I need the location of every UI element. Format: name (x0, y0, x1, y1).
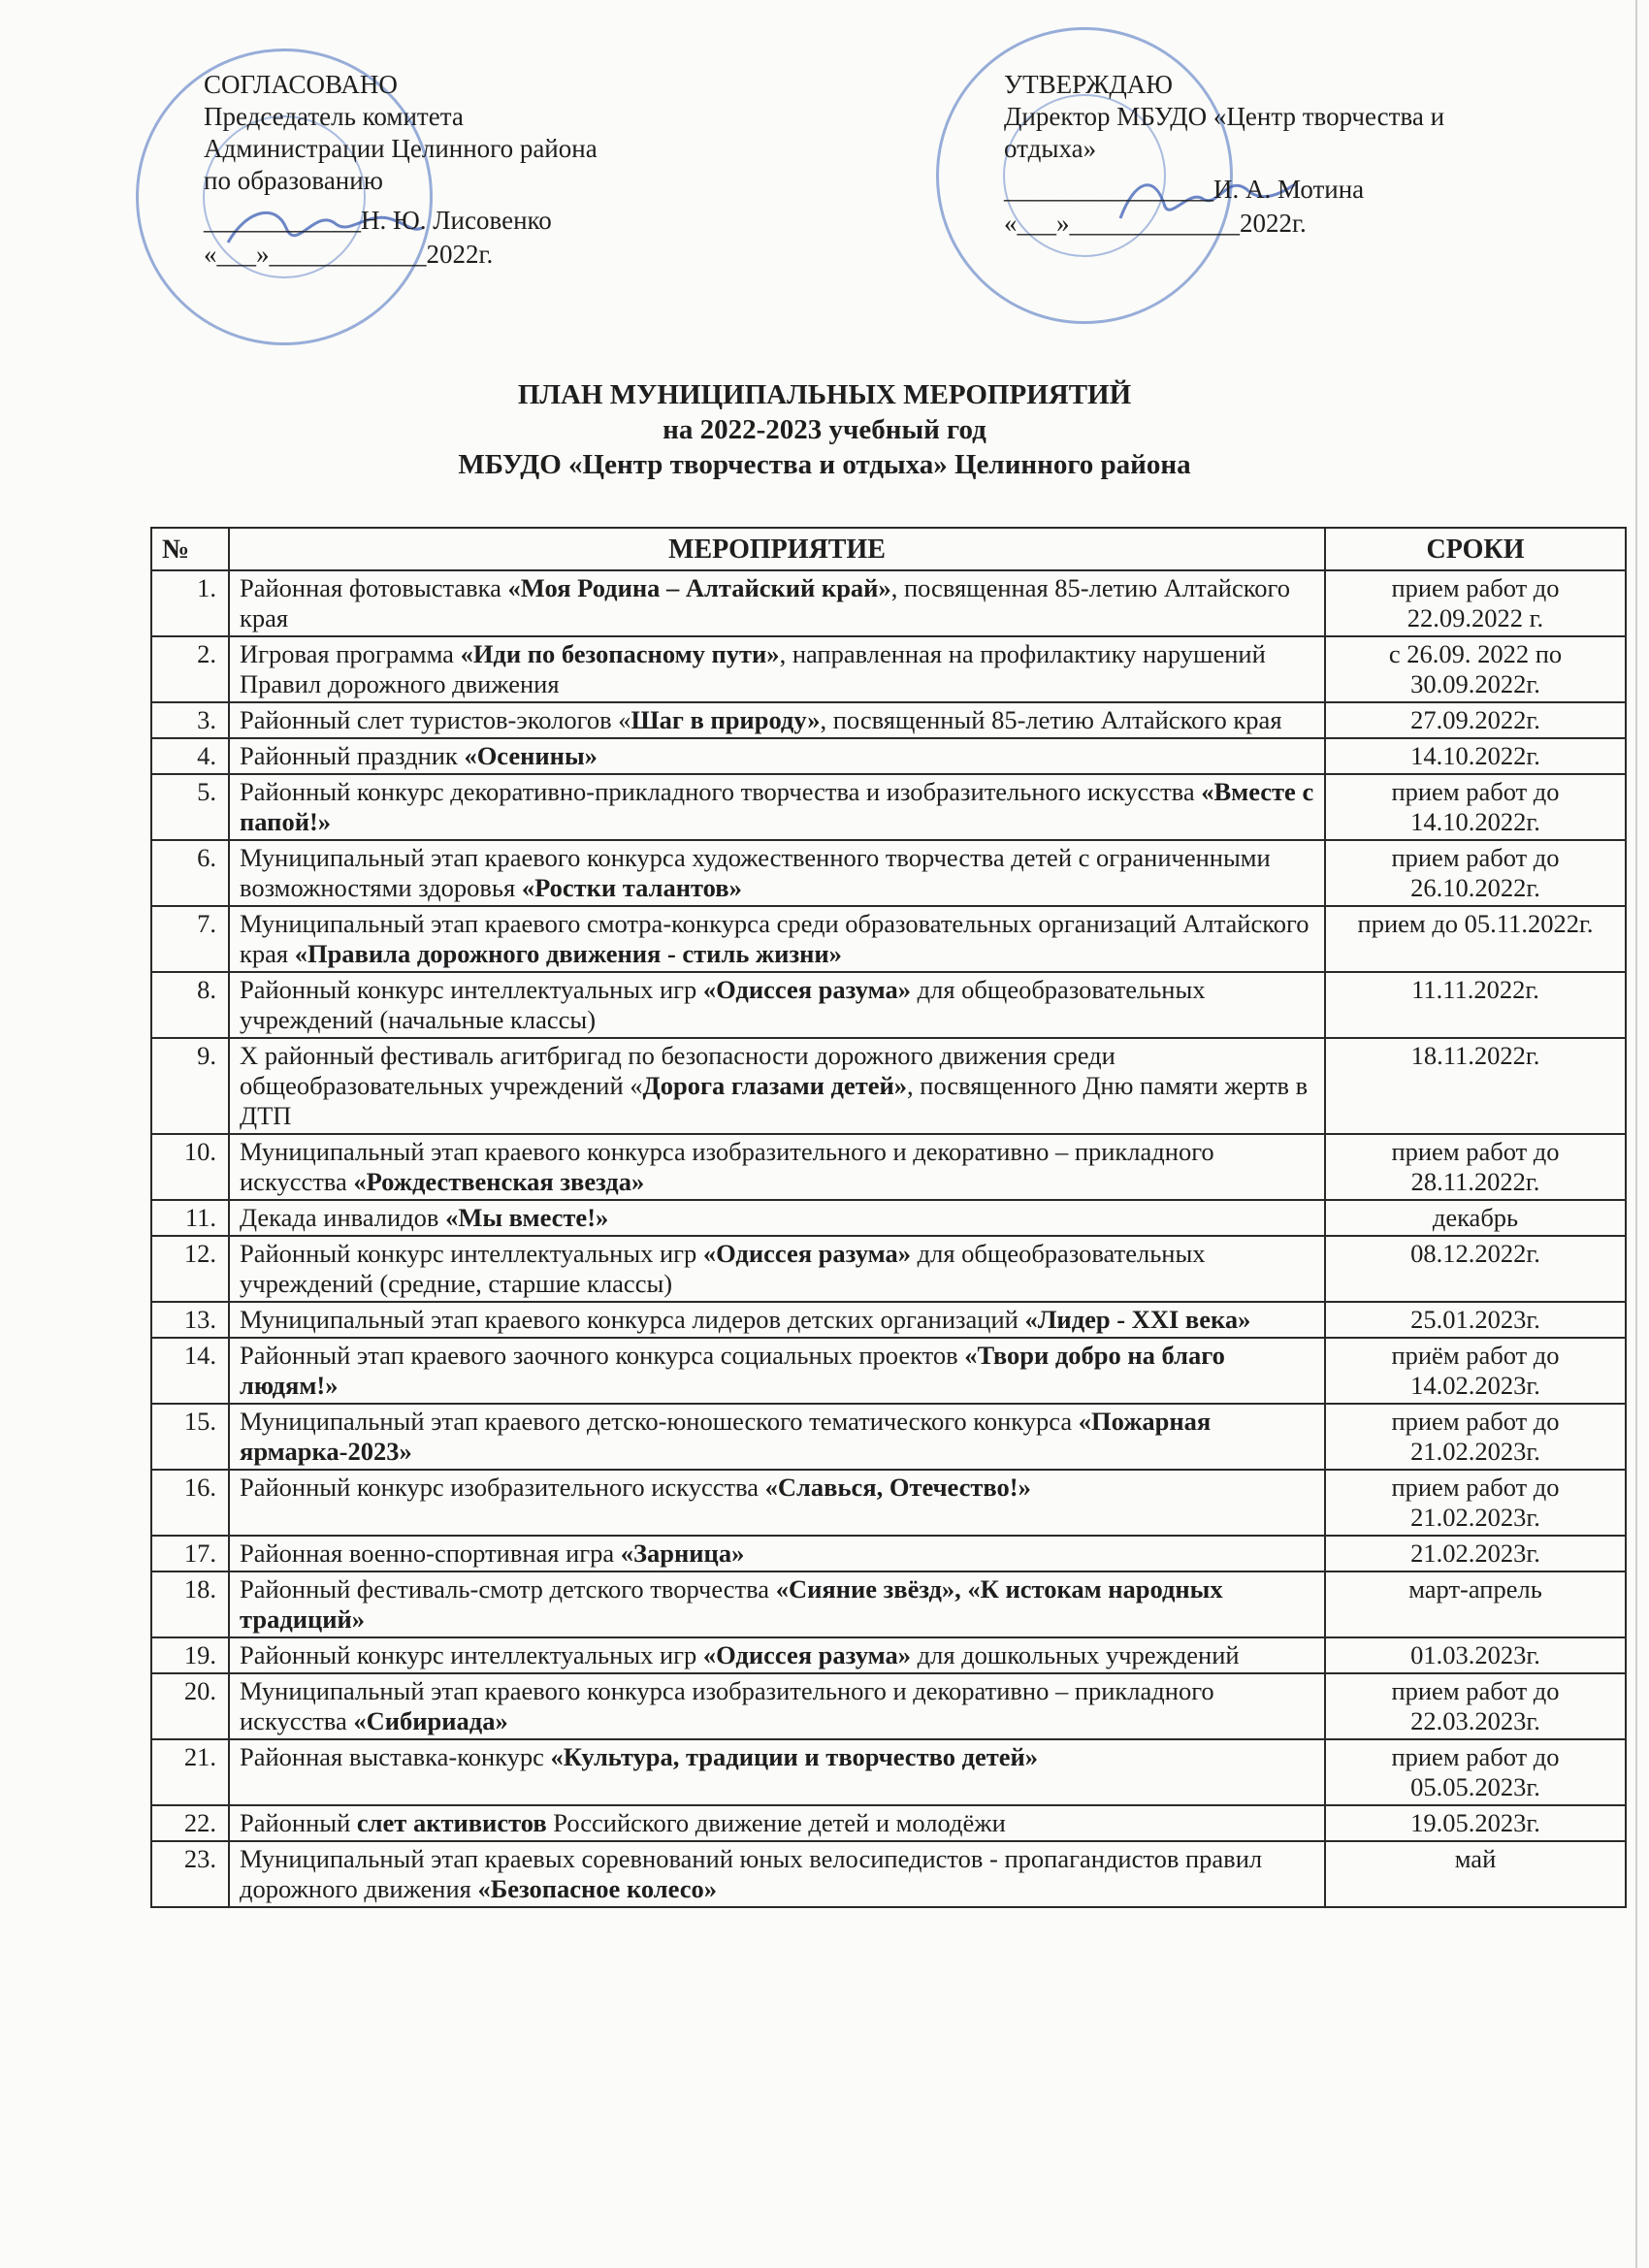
row-date: прием работ до 22.03.2023г. (1325, 1673, 1626, 1739)
row-date: 14.10.2022г. (1325, 738, 1626, 774)
table-row (151, 1338, 1626, 1404)
event-text-tail: для общеобразовательных учреждений (средние, старшие классы) (240, 1239, 1206, 1298)
table-row (151, 972, 1626, 1038)
approval-right-position-cont: отдыха» (1004, 134, 1097, 163)
plan-title: ПЛАН МУНИЦИПАЛЬНЫХ МЕРОПРИЯТИЙ (517, 379, 1132, 410)
row-number: 9. (151, 1038, 229, 1134)
event-text: Районный (240, 1808, 357, 1837)
plan-subtitle-year: на 2022-2023 учебный год (663, 414, 986, 445)
event-text: Районный конкурс изобразительного искусства (240, 1473, 765, 1502)
table-row (151, 1200, 1626, 1236)
event-name: «Ростки талантов» (521, 873, 742, 902)
row-event (229, 1805, 1325, 1841)
event-text: Муниципальный этап краевого детско-юношеского тематического конкурса (240, 1407, 1079, 1436)
event-text: Декада инвалидов (240, 1203, 446, 1232)
row-date: декабрь (1325, 1200, 1626, 1236)
approval-right-signatory: ________________И. А. Мотина (1004, 175, 1365, 204)
event-text: Районный слет туристов-экологов « (240, 705, 631, 734)
row-event (229, 738, 1325, 774)
row-date: с 26.09. 2022 по 30.09.2022г. (1325, 636, 1626, 702)
plan-subtitle-org: МБУДО «Центр творчества и отдыха» Целинного района (458, 449, 1191, 480)
row-date: 11.11.2022г. (1325, 972, 1626, 1038)
table-row (151, 1841, 1626, 1907)
row-event (229, 636, 1325, 702)
row-number: 12. (151, 1236, 229, 1302)
event-text: X районный фестиваль агитбригад по безопасности дорожного движения среди общеобразовательных учреждений « (240, 1041, 1116, 1100)
row-event (229, 1338, 1325, 1404)
event-text: Муниципальный этап краевого конкурса изобразительного и декоративно – прикладного искусства (240, 1137, 1214, 1196)
row-event (229, 1841, 1325, 1907)
event-text: Районный этап краевого заочного конкурса социальных проектов (240, 1341, 965, 1370)
event-text-tail: для общеобразовательных учреждений (начальные классы) (240, 975, 1206, 1034)
row-number: 5. (151, 774, 229, 840)
event-name: Шаг в природу» (630, 705, 821, 734)
row-number: 20. (151, 1673, 229, 1739)
row-date: прием работ до 05.05.2023г. (1325, 1739, 1626, 1805)
row-number: 11. (151, 1200, 229, 1236)
row-event (229, 1236, 1325, 1302)
row-event (229, 1739, 1325, 1805)
row-date: 25.01.2023г. (1325, 1302, 1626, 1338)
event-name: «Сибириада» (353, 1706, 508, 1735)
event-text-tail: , посвященного Дню памяти жертв в ДТП (240, 1071, 1309, 1130)
scan-edge-line (1635, 0, 1637, 2268)
event-text: Районная военно-спортивная игра (240, 1539, 621, 1568)
event-text: Районный конкурс интеллектуальных игр (240, 1239, 703, 1268)
row-number: 8. (151, 972, 229, 1038)
row-date: прием работ до 14.10.2022г. (1325, 774, 1626, 840)
event-text: Районный конкурс интеллектуальных игр (240, 1640, 703, 1669)
table-row (151, 1404, 1626, 1470)
event-text: Районный праздник (240, 741, 465, 770)
approval-right-position: Директор МБУДО «Центр творчества и (1004, 102, 1445, 131)
event-text: Районный конкурс декоративно-прикладного творчества и изобразительного искусства (240, 777, 1202, 806)
row-date: прием до 05.11.2022г. (1325, 906, 1626, 972)
row-number: 22. (151, 1805, 229, 1841)
table-row (151, 774, 1626, 840)
approval-left-date: «___»____________2022г. (204, 240, 494, 269)
row-date: 01.03.2023г. (1325, 1637, 1626, 1673)
row-event (229, 774, 1325, 840)
event-name: «Зарница» (620, 1539, 745, 1568)
row-event (229, 1571, 1325, 1637)
table-header-row (151, 528, 1626, 570)
row-date: прием работ до 22.09.2022 г. (1325, 570, 1626, 636)
row-date: март-апрель (1325, 1571, 1626, 1637)
approval-right-heading: УТВЕРЖДАЮ (1004, 70, 1174, 99)
row-date: прием работ до 28.11.2022г. (1325, 1134, 1626, 1200)
event-name: «Культура, традиции и творчество детей» (550, 1742, 1039, 1771)
event-name: «Правила дорожного движения - стиль жизни» (294, 939, 842, 968)
table-row (151, 840, 1626, 906)
event-name: «Иди по безопасному пути» (460, 639, 780, 668)
header-num: № (151, 528, 229, 570)
event-text: Районная выставка-конкурс (240, 1742, 551, 1771)
row-number: 10. (151, 1134, 229, 1200)
row-event (229, 1637, 1325, 1673)
approval-left-signatory: ____________Н. Ю. Лисовенко (204, 206, 552, 235)
row-number: 7. (151, 906, 229, 972)
event-text: Муниципальный этап краевого смотра-конкурса среди образовательных организаций Алтайского края (240, 909, 1310, 968)
table-row (151, 1673, 1626, 1739)
row-number: 6. (151, 840, 229, 906)
event-text: Игровая программа (240, 639, 461, 668)
row-date: 18.11.2022г. (1325, 1038, 1626, 1134)
row-date: прием работ до 21.02.2023г. (1325, 1404, 1626, 1470)
row-event (229, 906, 1325, 972)
event-name: «Лидер - XXI века» (1024, 1305, 1251, 1334)
event-text-tail: , посвященная 85-летию Алтайского края (240, 573, 1290, 632)
event-name: «Моя Родина – Алтайский край» (507, 573, 891, 602)
event-text: Районный конкурс интеллектуальных игр (240, 975, 703, 1004)
approval-left-heading: СОГЛАСОВАНО (204, 70, 398, 99)
row-number: 1. (151, 570, 229, 636)
row-number: 13. (151, 1302, 229, 1338)
approval-left-organization: Администрации Целинного района (204, 134, 598, 163)
event-text-tail: для дошкольных учреждений (911, 1640, 1240, 1669)
table-row (151, 1739, 1626, 1805)
row-event (229, 972, 1325, 1038)
approval-right-date: «___»_____________2022г. (1004, 209, 1307, 238)
event-name: «Одиссея разума» (702, 1640, 912, 1669)
row-event (229, 1038, 1325, 1134)
row-event (229, 570, 1325, 636)
row-number: 4. (151, 738, 229, 774)
row-number: 2. (151, 636, 229, 702)
table-row (151, 1038, 1626, 1134)
event-name: «Твори добро на благо людям!» (240, 1341, 1225, 1400)
event-text: Муниципальный этап краевого конкурса художественного творчества детей с ограниченными возможностями здоровья (240, 843, 1271, 902)
row-event (229, 702, 1325, 738)
event-text: Муниципальный этап краевого конкурса изобразительного и декоративно – прикладного искусства (240, 1676, 1214, 1735)
row-date: 21.02.2023г. (1325, 1536, 1626, 1571)
row-event (229, 1536, 1325, 1571)
row-number: 14. (151, 1338, 229, 1404)
approval-left-department: по образованию (204, 166, 383, 195)
events-table (150, 527, 1627, 1908)
header-event: МЕРОПРИЯТИЕ (229, 528, 1325, 570)
table-row (151, 1236, 1626, 1302)
table-row (151, 1571, 1626, 1637)
row-event (229, 1200, 1325, 1236)
table-row (151, 1805, 1626, 1841)
event-name: «Вместе с папой!» (240, 777, 1314, 836)
row-date: приём работ до 14.02.2023г. (1325, 1338, 1626, 1404)
row-event (229, 1673, 1325, 1739)
table-row (151, 1536, 1626, 1571)
row-number: 18. (151, 1571, 229, 1637)
event-name: «Славься, Отечество!» (764, 1473, 1031, 1502)
table-row (151, 906, 1626, 972)
row-date: прием работ до 26.10.2022г. (1325, 840, 1626, 906)
table-row (151, 1134, 1626, 1200)
row-number: 23. (151, 1841, 229, 1907)
event-name: «Рождественская звезда» (353, 1167, 645, 1196)
row-date: 19.05.2023г. (1325, 1805, 1626, 1841)
event-text: Районная фотовыставка (240, 573, 508, 602)
approval-left-position: Председатель комитета (204, 102, 464, 131)
approval-right (1004, 70, 1547, 264)
event-text-tail: Российского движение детей и молодёжи (546, 1808, 1006, 1837)
table-row (151, 636, 1626, 702)
row-number: 17. (151, 1536, 229, 1571)
row-number: 3. (151, 702, 229, 738)
row-date: май (1325, 1841, 1626, 1907)
row-date: 08.12.2022г. (1325, 1236, 1626, 1302)
table-row (151, 1637, 1626, 1673)
event-text: Муниципальный этап краевых соревнований юных велосипедистов - пропагандистов правил дорожного движения (240, 1844, 1263, 1903)
row-number: 16. (151, 1470, 229, 1536)
event-name: «Безопасное колесо» (477, 1874, 717, 1903)
event-name: «Осенины» (464, 741, 598, 770)
event-text-tail: , посвященный 85-летию Алтайского края (820, 705, 1282, 734)
row-number: 19. (151, 1637, 229, 1673)
event-name: Дорога глазами детей» (642, 1071, 908, 1100)
table-row (151, 570, 1626, 636)
table-row (151, 1302, 1626, 1338)
row-event (229, 1302, 1325, 1338)
row-date: 27.09.2022г. (1325, 702, 1626, 738)
header-date: СРОКИ (1325, 528, 1626, 570)
event-name: «Одиссея разума» (702, 975, 912, 1004)
approval-left (204, 70, 708, 283)
table-row (151, 738, 1626, 774)
row-date: прием работ до 21.02.2023г. (1325, 1470, 1626, 1536)
row-event (229, 1404, 1325, 1470)
table-row (151, 1470, 1626, 1536)
event-name: «Сияние звёзд», «К истокам народных традиций» (240, 1574, 1223, 1634)
row-number: 15. (151, 1404, 229, 1470)
event-text-tail: , направленная на профилактику нарушений Правил дорожного движения (240, 639, 1266, 698)
event-name: «Пожарная ярмарка-2023» (240, 1407, 1212, 1466)
event-name: слет активистов (356, 1808, 547, 1837)
event-name: «Одиссея разума» (702, 1239, 912, 1268)
table-row (151, 702, 1626, 738)
table-body (151, 570, 1626, 1907)
event-text: Муниципальный этап краевого конкурса лидеров детских организаций (240, 1305, 1025, 1334)
row-event (229, 1470, 1325, 1536)
event-name: «Мы вместе!» (445, 1203, 609, 1232)
row-event (229, 840, 1325, 906)
event-text: Районный фестиваль-смотр детского творчества (240, 1574, 776, 1604)
row-number: 21. (151, 1739, 229, 1805)
row-event (229, 1134, 1325, 1200)
